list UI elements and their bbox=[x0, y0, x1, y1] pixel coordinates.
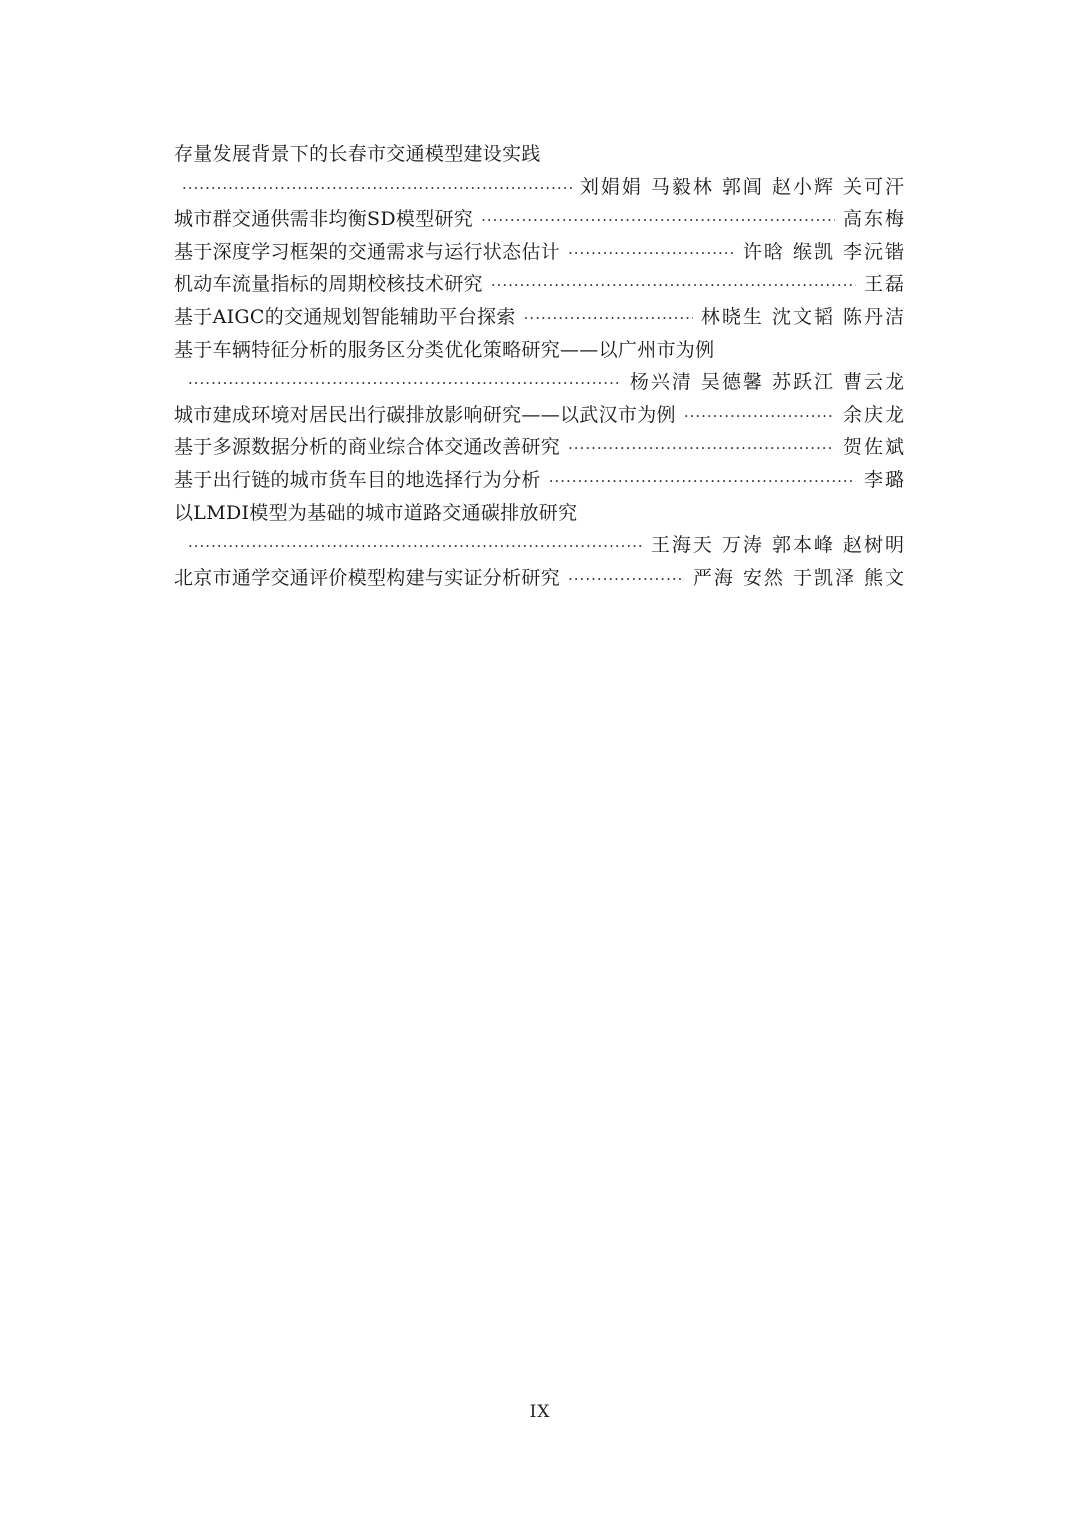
toc-entry-authors: 林晓生 沈文韬 陈丹洁 bbox=[700, 305, 906, 328]
toc-entry-authors: 许晗 缑凯 李沅锴 bbox=[742, 240, 906, 263]
toc-entry-title[interactable]: 基于AIGC的交通规划智能辅助平台探索 bbox=[174, 305, 516, 328]
toc-entry-authors: 刘娟娟 马毅林 郭阊 赵小辉 关可汗 bbox=[579, 175, 906, 198]
toc-entry-title[interactable]: 北京市通学交通评价模型构建与实证分析研究 bbox=[174, 566, 561, 589]
toc-entry-title[interactable]: 以LMDI模型为基础的城市道路交通碳排放研究 bbox=[174, 501, 578, 524]
dot-leader bbox=[524, 302, 693, 335]
dot-leader bbox=[568, 563, 685, 596]
toc-entry-title-line bbox=[174, 497, 906, 530]
dot-leader bbox=[182, 172, 572, 205]
dot-leader bbox=[549, 465, 856, 498]
toc-entry-title[interactable]: 存量发展背景下的长春市交通模型建设实践 bbox=[174, 143, 541, 165]
dot-leader bbox=[491, 269, 856, 302]
toc-entry bbox=[174, 464, 906, 497]
dot-leader bbox=[481, 204, 835, 237]
table-of-contents bbox=[174, 138, 906, 594]
dot-leader bbox=[568, 432, 835, 465]
toc-entry-title[interactable]: 基于车辆特征分析的服务区分类优化策略研究——以广州市为例 bbox=[174, 338, 715, 361]
page-number: IX bbox=[529, 1402, 551, 1422]
toc-entry-title[interactable]: 基于出行链的城市货车目的地选择行为分析 bbox=[174, 468, 541, 491]
toc-entry-authors: 贺佐斌 bbox=[842, 436, 906, 459]
toc-entry-title-line bbox=[174, 138, 906, 171]
toc-entry-authors: 王海天 万涛 郭本峰 赵树明 bbox=[650, 534, 906, 557]
toc-entry bbox=[174, 431, 906, 464]
dot-leader bbox=[188, 367, 622, 400]
toc-entry-title[interactable]: 城市建成环境对居民出行碳排放影响研究——以武汉市为例 bbox=[174, 403, 676, 426]
toc-entry-title-line bbox=[174, 334, 906, 367]
dot-leader bbox=[188, 530, 643, 563]
toc-entry bbox=[174, 236, 906, 269]
toc-entry-title[interactable]: 城市群交通供需非均衡SD模型研究 bbox=[174, 208, 474, 231]
toc-entry-author-line bbox=[174, 529, 906, 562]
dot-leader bbox=[684, 400, 835, 433]
toc-entry-authors: 王磊 bbox=[863, 273, 906, 296]
toc-entry-authors: 严海 安然 于凯泽 熊文 bbox=[692, 566, 906, 589]
toc-entry-title[interactable]: 机动车流量指标的周期校核技术研究 bbox=[174, 273, 483, 296]
toc-entry-authors: 高东梅 bbox=[842, 208, 906, 231]
toc-entry-title[interactable]: 基于多源数据分析的商业综合体交通改善研究 bbox=[174, 436, 561, 459]
toc-entry-authors: 李璐 bbox=[863, 468, 906, 491]
toc-entry-author-line bbox=[174, 366, 906, 399]
toc-entry bbox=[174, 268, 906, 301]
toc-entry-authors: 余庆龙 bbox=[842, 403, 906, 426]
dot-leader bbox=[568, 237, 735, 270]
toc-entry bbox=[174, 562, 906, 595]
toc-entry bbox=[174, 399, 906, 432]
toc-entry bbox=[174, 301, 906, 334]
toc-entry-title[interactable]: 基于深度学习框架的交通需求与运行状态估计 bbox=[174, 240, 561, 263]
toc-entry-author-line bbox=[174, 171, 906, 204]
toc-entry bbox=[174, 203, 906, 236]
toc-entry-authors: 杨兴清 吴德馨 苏跃江 曹云龙 bbox=[629, 371, 906, 394]
